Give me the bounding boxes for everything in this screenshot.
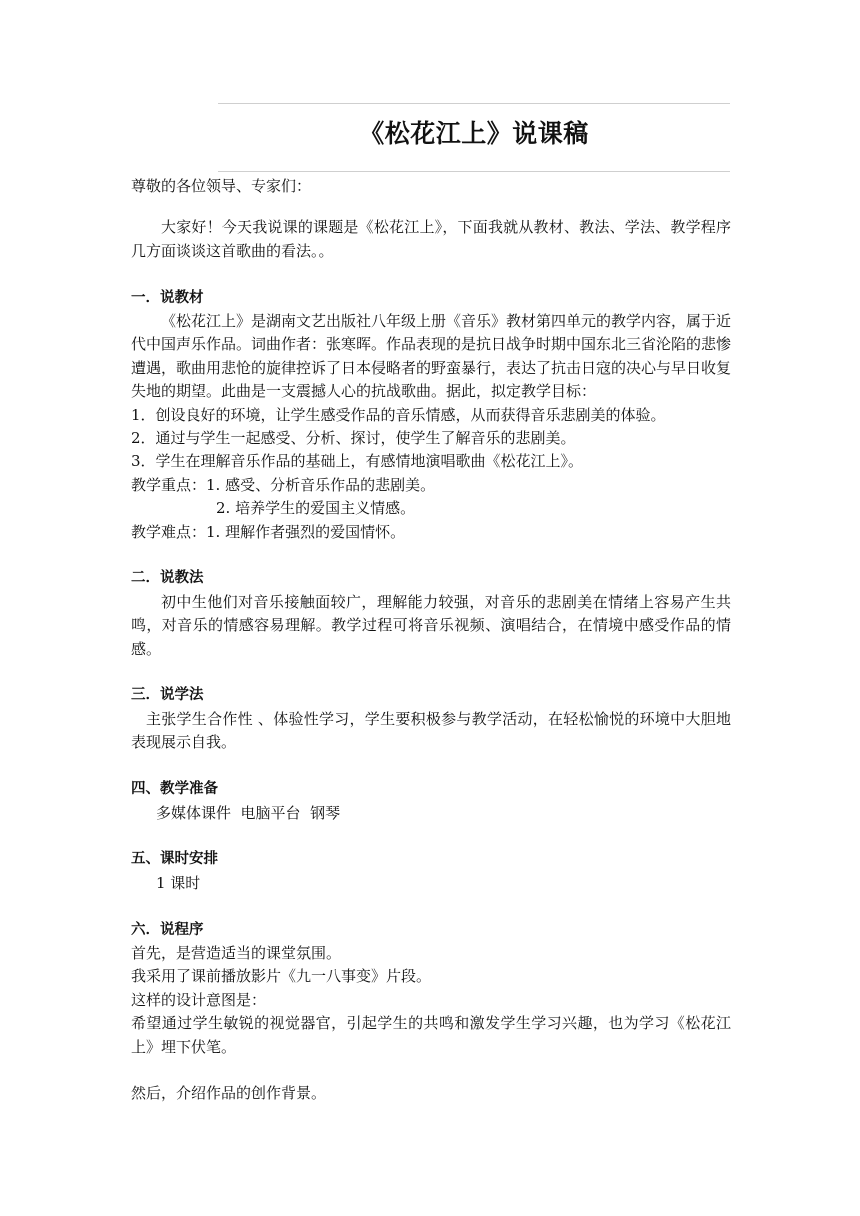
document-body (131, 175, 731, 1106)
section-heading-6: 六．说程序 (131, 921, 204, 938)
section-4-paragraph: 多媒体课件 电脑平台 钢琴 (156, 803, 341, 822)
greeting: 尊敬的各位领导、专家们： (131, 177, 312, 195)
key-point-2: 2. 培养学生的爱国主义情感。 (216, 499, 416, 518)
header-rule-bottom (218, 171, 730, 172)
section-heading-5: 五、课时安排 (131, 851, 218, 868)
section-5-paragraph: 1 课时 (156, 873, 201, 892)
section-heading-3: 三．说学法 (131, 687, 204, 704)
section-heading-4: 四、教学准备 (131, 781, 218, 798)
section-3-paragraph: 主张学生合作性 、体验性学习，学生要积极参与教学活动，在轻松愉悦的环境中大胆地表现展示自我。 (131, 709, 731, 752)
procedure-line: 希望通过学生敏锐的视觉器官，引起学生的共鸣和激发学生学习兴趣，也为学习《松花江上》埋下伏笔。 (131, 1014, 731, 1056)
section-heading-1: 一．说教材 (131, 289, 204, 306)
procedure-last-line: 然后，介绍作品的创作背景。 (131, 1084, 327, 1103)
section-heading-2: 二．说教法 (131, 570, 204, 587)
procedure-line: 这样的设计意图是： (131, 990, 267, 1009)
header-rule-top (218, 103, 730, 104)
goal-item: 1．创设良好的环境，让学生感受作品的音乐情感，从而获得音乐悲剧美的体验。 (131, 405, 666, 424)
key-point-1: 教学重点：1. 感受、分析音乐作品的悲剧美。 (131, 475, 436, 494)
difficulty: 教学难点：1. 理解作者强烈的爱国情怀。 (131, 522, 406, 541)
procedure-line: 首先，是营造适当的课堂氛围。 (131, 943, 342, 962)
section-1-paragraph: 《松花江上》是湖南文艺出版社八年级上册《音乐》教材第四单元的教学内容，属于近代中国声乐作品。词曲作者：张寒晖。作品表现的是抗日战争时期中国东北三省沦陷的悲惨遭遇，歌曲用悲怆的旋律控诉了日本侵略者的野蛮暴行，表达了抗击日寇的决心与早日收复失地的期望。此曲是一支震撼人心的抗战歌曲。据此，拟定教学目标： (131, 312, 732, 401)
goal-item: 3．学生在理解音乐作品的基础上，有感情地演唱歌曲《松花江上》。 (131, 452, 584, 471)
page-title: 《松花江上》说课稿 (359, 119, 589, 148)
goal-item: 2．通过与学生一起感受、分析、探讨，使学生了解音乐的悲剧美。 (131, 429, 576, 448)
section-2-paragraph: 初中生他们对音乐接触面较广，理解能力较强，对音乐的悲剧美在情绪上容易产生共鸣，对音乐的情感容易理解。教学过程可将音乐视频、演唱结合，在情境中感受作品的情感。 (131, 592, 731, 658)
procedure-line: 我采用了课前播放影片《九一八事变》片段。 (131, 967, 432, 986)
intro-paragraph: 大家好！今天我说课的课题是《松花江上》，下面我就从教材、教法、学法、教学程序几方面谈谈这首歌曲的看法。。 (131, 218, 731, 260)
